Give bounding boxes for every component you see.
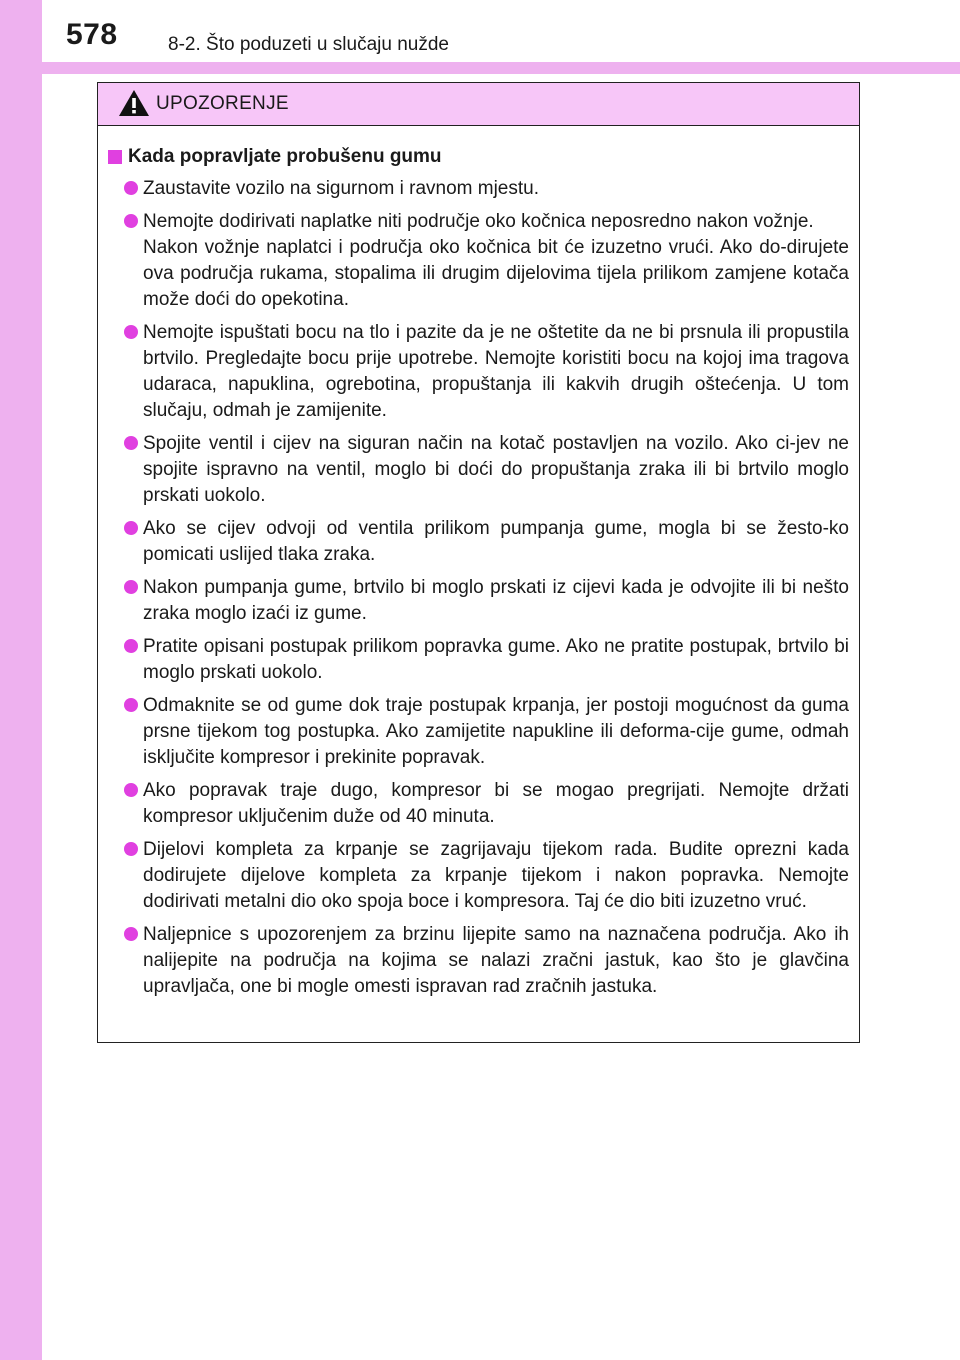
list-item: Nemojte dodirivati naplatke niti područje oko kočnica neposredno nakon vožnje. Nakon vožnje naplatci i područja oko kočnica bit će izuzetno vrući. Ako do-dirujete ova područja rukama, stopalima ili drugim dijelovima tijela prilikom zamjene kotača može doći do opekotina. xyxy=(106,209,851,313)
bullet-icon xyxy=(124,783,138,797)
warning-content xyxy=(98,126,859,1000)
list-item: Spojite ventil i cijev na siguran način na kotač postavljen na vozilo. Ako ci-jev ne spojite ispravno na ventil, moglo bi doći do propuštanja zraka ili bi brtvilo moglo prskati uokolo. xyxy=(106,431,851,509)
warning-title: UPOZORENJE xyxy=(156,93,289,114)
list-item: Nakon pumpanja gume, brtvilo bi moglo prskati iz cijevi kada je odvojite ili bi nešto zraka moglo izaći iz gume. xyxy=(106,575,851,627)
bullet-icon xyxy=(124,325,138,339)
header-band xyxy=(42,62,960,74)
left-margin-band xyxy=(0,0,42,1360)
warning-triangle-icon xyxy=(118,89,150,117)
list-item: Ako se cijev odvoji od ventila prilikom pumpanja gume, mogla bi se žesto-ko pomicati uslijed tlaka zraka. xyxy=(106,516,851,568)
warning-box xyxy=(97,82,860,1043)
list-item: Zaustavite vozilo na sigurnom i ravnom mjestu. xyxy=(106,176,851,202)
square-bullet-icon xyxy=(108,150,122,164)
page-number: 578 xyxy=(66,18,118,51)
bullet-icon xyxy=(124,639,138,653)
warning-header xyxy=(98,83,859,126)
bullet-icon xyxy=(124,181,138,195)
list-item: Dijelovi kompleta za krpanje se zagrijavaju tijekom rada. Budite oprezni kada dodirujete dijelove kompleta za krpanje tijekom i nakon popravka. Nemojte dodirivati metalni dio oko spoja boce i kompresora. Taj će dio biti izuzetno vruć. xyxy=(106,837,851,915)
warning-heading-text: Kada popravljate probušenu gumu xyxy=(128,146,442,167)
bullet-icon xyxy=(124,842,138,856)
bullet-icon xyxy=(124,580,138,594)
list-item: Nemojte ispuštati bocu na tlo i pazite da je ne oštetite da ne bi prsnula ili propustila brtvilo. Pregledajte bocu prije upotrebe. Nemojte koristiti bocu na kojoj ima tragova udaraca, napuklina, ogrebotina, propuštanja ili kakvih drugih oštećenja. U tom slučaju, odmah je zamijenite. xyxy=(106,320,851,424)
bullet-icon xyxy=(124,214,138,228)
list-item: Ako popravak traje dugo, kompresor bi se mogao pregrijati. Nemojte držati kompresor uključenim duže od 40 minuta. xyxy=(106,778,851,830)
warning-heading xyxy=(106,144,851,170)
list-item: Odmaknite se od gume dok traje postupak krpanja, jer postoji mogućnost da guma prsne tijekom tog postupka. Ako zamijetite napukline ili deforma-cije gume, odmah isključite kompresor i prekinite popravak. xyxy=(106,693,851,771)
list-item: Naljepnice s upozorenjem za brzinu lijepite samo na naznačena područja. Ako ih nalijepite na područja na kojima se nalazi zračni jastuk, kao što je glavčina upravljača, one bi mogle omesti ispravan rad zračnih jastuka. xyxy=(106,922,851,1000)
list-item: Pratite opisani postupak prilikom popravka gume. Ako ne pratite postupak, brtvilo bi moglo prskati uokolo. xyxy=(106,634,851,686)
bullet-icon xyxy=(124,698,138,712)
section-title: 8-2. Što poduzeti u slučaju nužde xyxy=(168,34,449,55)
bullet-icon xyxy=(124,521,138,535)
bullet-icon xyxy=(124,927,138,941)
bullet-icon xyxy=(124,436,138,450)
